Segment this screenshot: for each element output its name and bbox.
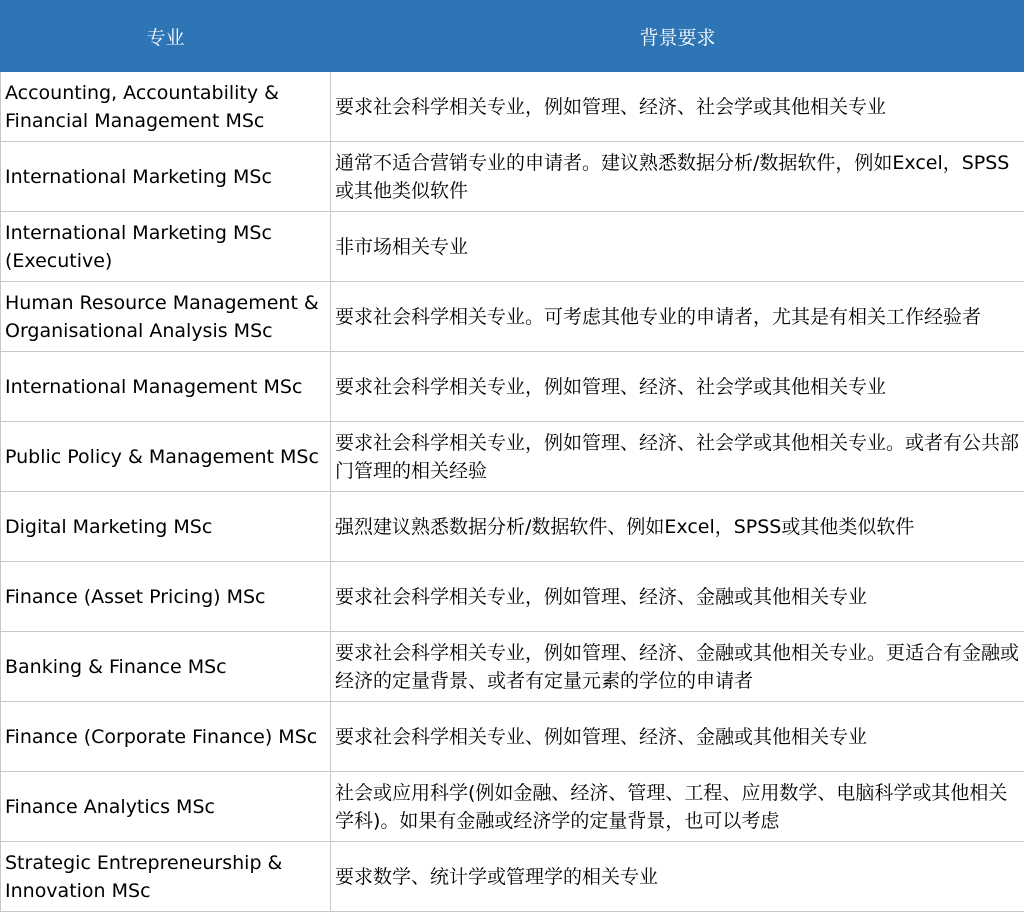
major-cell: Banking & Finance MSc xyxy=(1,632,331,702)
table-row xyxy=(1,492,1024,562)
major-cell: Finance (Corporate Finance) MSc xyxy=(1,702,331,772)
table-row xyxy=(1,282,1024,352)
column-header-requirement: 背景要求 xyxy=(331,1,1024,72)
table-row xyxy=(1,772,1024,842)
requirement-cell: 要求社会科学相关专业，例如管理、经济、金融或其他相关专业 xyxy=(331,562,1024,632)
requirement-cell: 要求社会科学相关专业，例如管理、经济、金融或其他相关专业。更适合有金融或经济的定量背景、或者有定量元素的学位的申请者 xyxy=(331,632,1024,702)
table-row xyxy=(1,352,1024,422)
major-cell: Finance (Asset Pricing) MSc xyxy=(1,562,331,632)
requirement-cell: 通常不适合营销专业的申请者。建议熟悉数据分析/数据软件，例如Excel，SPSS或其他类似软件 xyxy=(331,142,1024,212)
requirement-cell: 非市场相关专业 xyxy=(331,212,1024,282)
table-row xyxy=(1,562,1024,632)
major-cell: International Marketing MSc xyxy=(1,142,331,212)
major-cell: Accounting, Accountability & Financial Management MSc xyxy=(1,72,331,142)
requirement-cell: 要求社会科学相关专业，例如管理、经济、社会学或其他相关专业。或者有公共部门管理的相关经验 xyxy=(331,422,1024,492)
requirement-cell: 强烈建议熟悉数据分析/数据软件、例如Excel，SPSS或其他类似软件 xyxy=(331,492,1024,562)
table-row xyxy=(1,72,1024,142)
requirement-cell: 要求数学、统计学或管理学的相关专业 xyxy=(331,842,1024,912)
column-header-major: 专业 xyxy=(1,1,331,72)
table-row xyxy=(1,422,1024,492)
table-row xyxy=(1,212,1024,282)
requirement-cell: 要求社会科学相关专业。可考虑其他专业的申请者，尤其是有相关工作经验者 xyxy=(331,282,1024,352)
requirement-cell: 要求社会科学相关专业，例如管理、经济、社会学或其他相关专业 xyxy=(331,352,1024,422)
major-cell: International Marketing MSc (Executive) xyxy=(1,212,331,282)
major-cell: Human Resource Management & Organisational Analysis MSc xyxy=(1,282,331,352)
table-row xyxy=(1,702,1024,772)
table-row xyxy=(1,842,1024,912)
major-cell: Digital Marketing MSc xyxy=(1,492,331,562)
table-header-row xyxy=(1,1,1024,72)
requirement-cell: 要求社会科学相关专业，例如管理、经济、社会学或其他相关专业 xyxy=(331,72,1024,142)
requirement-cell: 要求社会科学相关专业、例如管理、经济、金融或其他相关专业 xyxy=(331,702,1024,772)
table-row xyxy=(1,142,1024,212)
major-cell: Finance Analytics MSc xyxy=(1,772,331,842)
major-cell: Strategic Entrepreneurship & Innovation MSc xyxy=(1,842,331,912)
table-row xyxy=(1,632,1024,702)
major-cell: International Management MSc xyxy=(1,352,331,422)
major-cell: Public Policy & Management MSc xyxy=(1,422,331,492)
requirement-cell: 社会或应用科学(例如金融、经济、管理、工程、应用数学、电脑科学或其他相关学科)。如果有金融或经济学的定量背景，也可以考虑 xyxy=(331,772,1024,842)
